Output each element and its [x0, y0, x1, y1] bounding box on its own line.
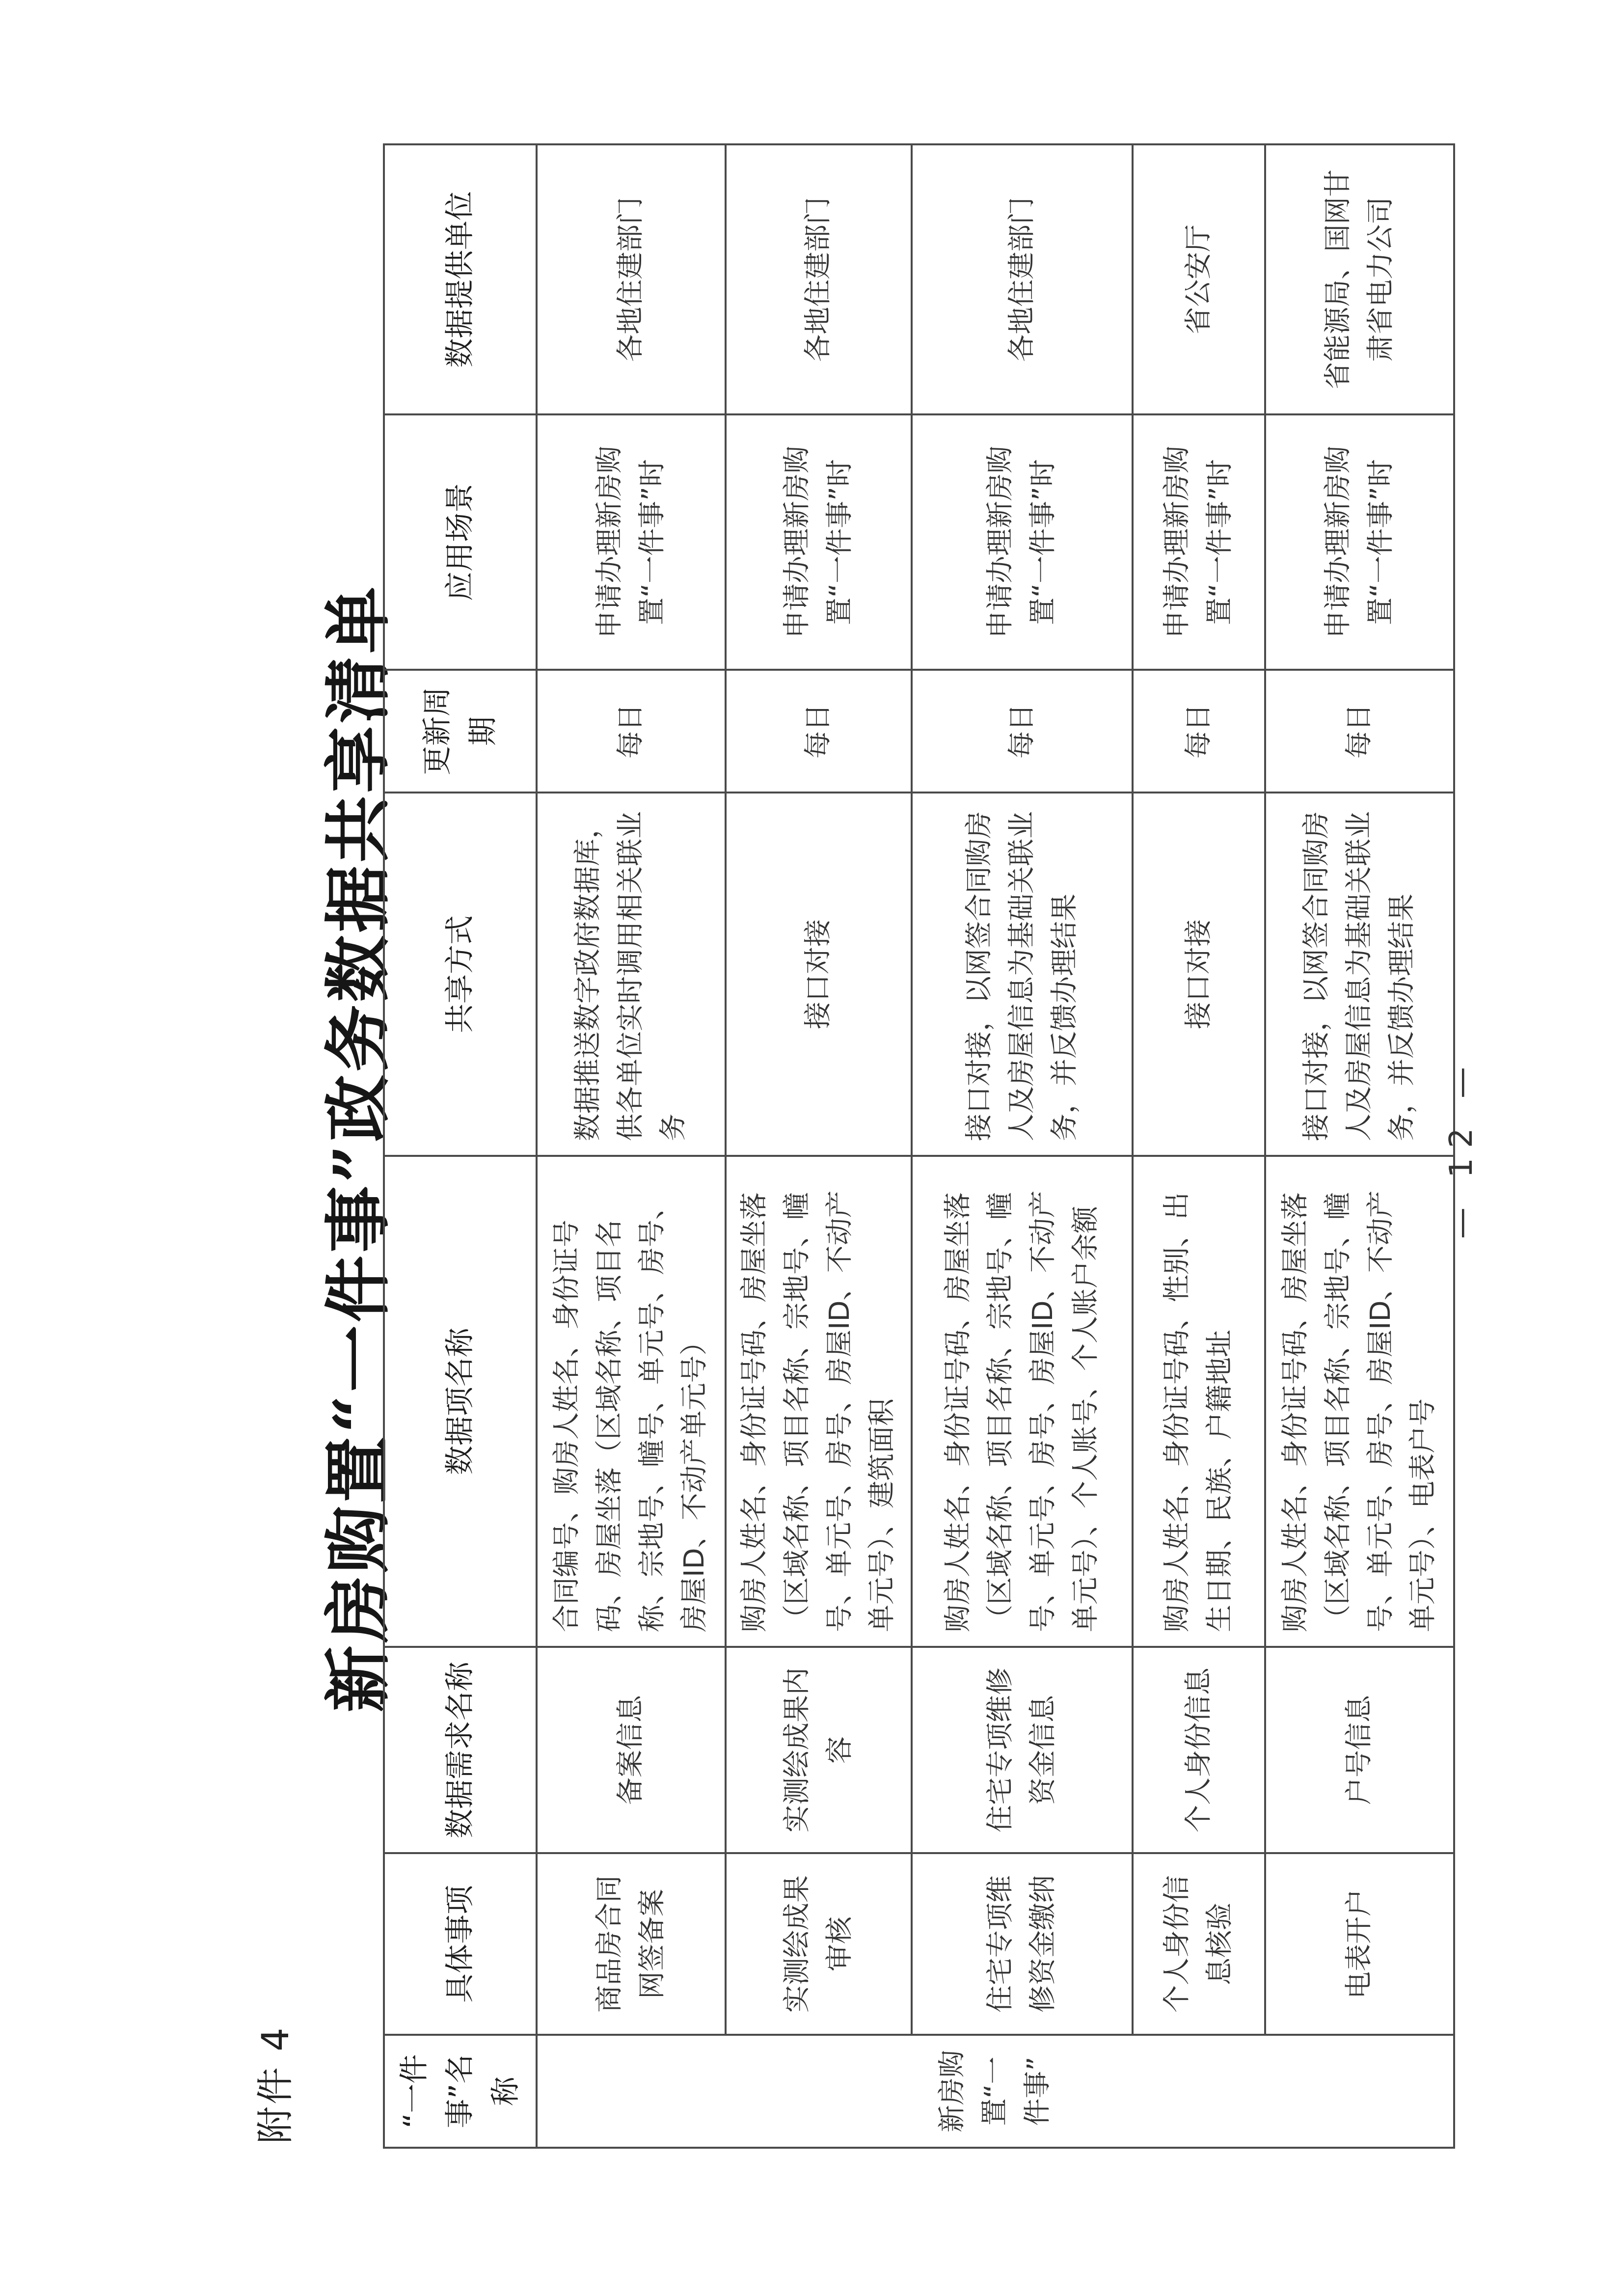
data-demand-cell: 户号信息 — [1265, 1647, 1454, 1853]
header-provider: 数据提供单位 — [384, 144, 537, 414]
page-number: — 12 — — [1443, 1057, 1480, 1239]
header-data-items: 数据项名称 — [384, 1156, 537, 1647]
scenario-cell: 申请办理新房购置“一件事”时 — [726, 414, 912, 670]
update-cycle-cell: 每日 — [537, 670, 726, 793]
header-event-name: “一件事”名称 — [384, 2035, 537, 2148]
table-row — [726, 144, 912, 2148]
scenario-cell: 申请办理新房购置“一件事”时 — [912, 414, 1133, 670]
data-items-cell: 购房人姓名、身份证号码、房屋坐落（区域名称、项目名称、宗地号、幢号、单元号、房号、房屋ID、不动产单元号）、建筑面积 — [726, 1156, 912, 1647]
data-items-cell: 购房人姓名、身份证号码、性别、出生日期、民族、户籍地址 — [1133, 1156, 1265, 1647]
provider-cell: 省公安厅 — [1133, 144, 1265, 414]
share-method-cell: 接口对接，以网签合同购房人及房屋信息为基础关联业务，并反馈办理结果 — [1265, 793, 1454, 1156]
specific-item-cell: 个人身份信息核验 — [1133, 1853, 1265, 2035]
specific-item-cell: 住宅专项维修资金缴纳 — [912, 1853, 1133, 2035]
provider-cell: 各地住建部门 — [912, 144, 1133, 414]
header-scenario: 应用场景 — [384, 414, 537, 670]
document-title: 新房购置“一件事”政务数据共享清单 — [319, 583, 398, 1713]
data-demand-cell: 实测绘成果内容 — [726, 1647, 912, 1853]
update-cycle-cell: 每日 — [912, 670, 1133, 793]
update-cycle-cell: 每日 — [726, 670, 912, 793]
provider-cell: 省能源局、国网甘肃省电力公司 — [1265, 144, 1454, 414]
specific-item-cell: 电表开户 — [1265, 1853, 1454, 2035]
header-data-demand: 数据需求名称 — [384, 1647, 537, 1853]
data-items-cell: 购房人姓名、身份证号码、房屋坐落（区域名称、项目名称、宗地号、幢号、单元号、房号、房屋ID、不动产单元号）、个人账号、个人账户余额 — [912, 1156, 1133, 1647]
share-method-cell: 接口对接 — [726, 793, 912, 1156]
table-row — [912, 144, 1133, 2148]
provider-cell: 各地住建部门 — [726, 144, 912, 414]
share-method-cell: 数据推送数字政府数据库，供各单位实时调用相关联业务 — [537, 793, 726, 1156]
update-cycle-cell: 每日 — [1133, 670, 1265, 793]
scenario-cell: 申请办理新房购置“一件事”时 — [537, 414, 726, 670]
specific-item-cell: 实测绘成果审核 — [726, 1853, 912, 2035]
scenario-cell: 申请办理新房购置“一件事”时 — [1265, 414, 1454, 670]
header-specific-item: 具体事项 — [384, 1853, 537, 2035]
table-header-row — [384, 144, 537, 2148]
provider-cell: 各地住建部门 — [537, 144, 726, 414]
table-row — [1265, 144, 1454, 2148]
table-row — [1133, 144, 1265, 2148]
header-update-cycle: 更新周期 — [384, 670, 537, 793]
update-cycle-cell: 每日 — [1265, 670, 1454, 793]
attachment-label: 附件 4 — [253, 2025, 297, 2144]
specific-item-cell: 商品房合同网签备案 — [537, 1853, 726, 2035]
share-method-cell: 接口对接，以网签合同购房人及房屋信息为基础关联业务，并反馈办理结果 — [912, 793, 1133, 1156]
data-demand-cell: 住宅专项维修资金信息 — [912, 1647, 1133, 1853]
event-name-cell: 新房购置“一件事” — [537, 2035, 1454, 2148]
share-method-cell: 接口对接 — [1133, 793, 1265, 1156]
table-row — [537, 144, 726, 2148]
header-share-method: 共享方式 — [384, 793, 537, 1156]
scenario-cell: 申请办理新房购置“一件事”时 — [1133, 414, 1265, 670]
data-sharing-table — [383, 143, 1455, 2149]
data-demand-cell: 个人身份信息 — [1133, 1647, 1265, 1853]
data-items-cell: 合同编号、购房人姓名、身份证号码、房屋坐落（区域名称、项目名称、宗地号、幢号、单元号、房号、房屋ID、不动产单元号） — [537, 1156, 726, 1647]
data-demand-cell: 备案信息 — [537, 1647, 726, 1853]
data-items-cell: 购房人姓名、身份证号码、房屋坐落（区域名称、项目名称、宗地号、幢号、单元号、房号、房屋ID、不动产单元号）、电表户号 — [1265, 1156, 1454, 1647]
